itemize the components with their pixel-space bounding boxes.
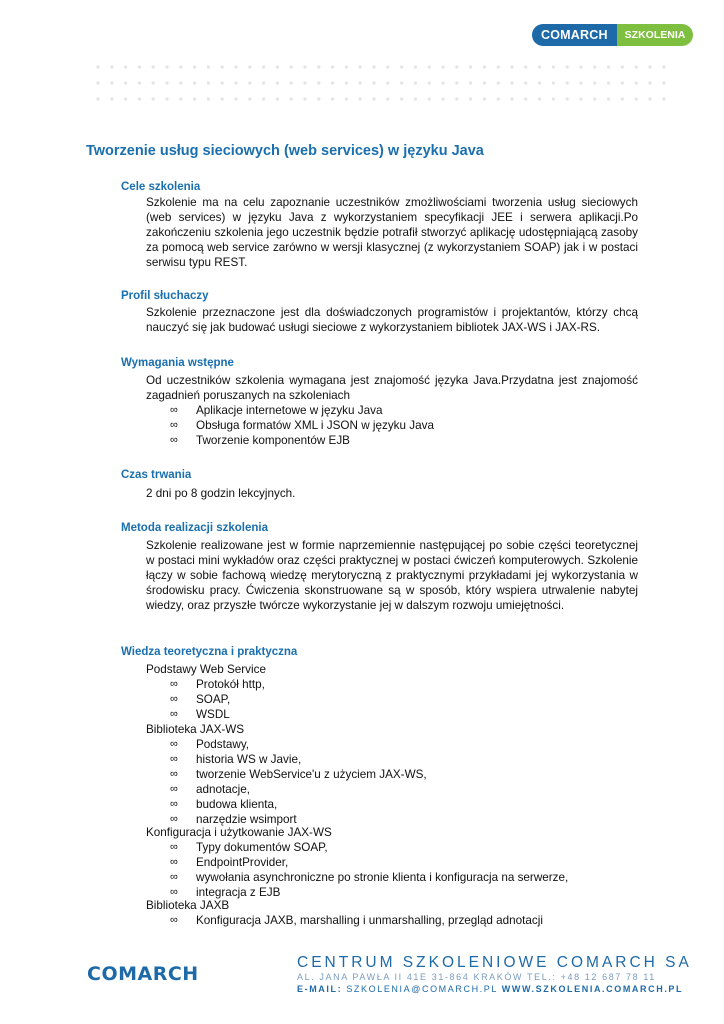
decorative-dot bbox=[234, 81, 237, 84]
decorative-dot bbox=[124, 81, 127, 84]
decorative-dot bbox=[207, 81, 210, 84]
text-cele: Szkolenie ma na celu zapoznanie uczestników zmożliwościami tworzenia usług sieciowych (web services) w języku Java z wykorzystaniem specyfikacji JEE i serwera aplikacji.Po zakończeniu szkolenia jego uczestnik będzie potrafił stworzyć aplikację udostępniającą zasoby za pomocą web service zarówno w wersji klasycznej (z wykorzystaniem SOAP) jak i w postaci serwisu typu REST. bbox=[146, 196, 638, 270]
list-item: ∞ integracja z EJB bbox=[170, 886, 281, 899]
decorative-dot bbox=[152, 65, 155, 68]
decorative-dot bbox=[441, 81, 444, 84]
decorative-dot-grid bbox=[96, 64, 676, 104]
list-item: ∞ EndpointProvider, bbox=[170, 856, 289, 869]
decorative-dot bbox=[179, 81, 182, 84]
list-item: ∞ WSDL bbox=[170, 708, 230, 721]
text-wymagania: Od uczestników szkolenia wymagana jest znajomość języka Java.Przydatna jest znajomość zagadnień poruszanych na szkoleniach bbox=[146, 374, 638, 403]
decorative-dot bbox=[552, 65, 555, 68]
list-item: ∞ narzędzie wsimport bbox=[170, 813, 297, 826]
decorative-dot bbox=[593, 65, 596, 68]
decorative-dot bbox=[234, 97, 237, 100]
bullet-icon: ∞ bbox=[170, 434, 178, 446]
decorative-dot bbox=[538, 65, 541, 68]
decorative-dot bbox=[648, 97, 651, 100]
heading-czas: Czas trwania bbox=[121, 469, 192, 481]
bullet-icon: ∞ bbox=[170, 871, 178, 883]
decorative-dot bbox=[234, 65, 237, 68]
decorative-dot bbox=[400, 81, 403, 84]
decorative-dot bbox=[483, 81, 486, 84]
decorative-dot bbox=[248, 81, 251, 84]
bullet-icon: ∞ bbox=[170, 708, 178, 720]
bullet-icon: ∞ bbox=[170, 419, 178, 431]
group-label: Podstawy Web Service bbox=[146, 663, 266, 676]
decorative-dot bbox=[262, 97, 265, 100]
decorative-dot bbox=[372, 65, 375, 68]
decorative-dot bbox=[193, 81, 196, 84]
heading-cele: Cele szkolenia bbox=[121, 181, 201, 193]
decorative-dot bbox=[110, 97, 113, 100]
decorative-dot bbox=[276, 81, 279, 84]
decorative-dot bbox=[372, 81, 375, 84]
logo-sub: SZKOLENIA bbox=[617, 24, 694, 46]
decorative-dot bbox=[386, 97, 389, 100]
list-item: ∞ tworzenie WebService'u z użyciem JAX-WS, bbox=[170, 768, 427, 781]
decorative-dot bbox=[428, 81, 431, 84]
decorative-dot bbox=[455, 65, 458, 68]
decorative-dot bbox=[138, 97, 141, 100]
text-czas: 2 dni po 8 godzin lekcyjnych. bbox=[146, 487, 296, 500]
decorative-dot bbox=[262, 81, 265, 84]
group-label: Konfiguracja i użytkowanie JAX-WS bbox=[146, 826, 332, 839]
list-item: ∞ Podstawy, bbox=[170, 738, 250, 751]
decorative-dot bbox=[276, 97, 279, 100]
footer-address: AL. JANA PAWŁA II 41E 31-864 KRAKÓW TEL.: +48 12 687 78 11 bbox=[297, 972, 656, 982]
decorative-dot bbox=[579, 65, 582, 68]
decorative-dot bbox=[221, 65, 224, 68]
decorative-dot bbox=[331, 81, 334, 84]
list-item: ∞ Typy dokumentów SOAP, bbox=[170, 841, 328, 854]
footer-email-label: E-MAIL: bbox=[297, 984, 343, 994]
decorative-dot bbox=[96, 97, 99, 100]
decorative-dot bbox=[635, 65, 638, 68]
decorative-dot bbox=[483, 65, 486, 68]
decorative-dot bbox=[290, 97, 293, 100]
decorative-dot bbox=[165, 65, 168, 68]
text-profil: Szkolenie przeznaczone jest dla doświadczonych programistów i projektantów, którzy chcą nauczyć się jak budować usługi sieciowe z wykorzystaniem bibliotek JAX-WS i JAX-RS. bbox=[146, 306, 638, 335]
decorative-dot bbox=[359, 65, 362, 68]
bullet-icon: ∞ bbox=[170, 678, 178, 690]
decorative-dot bbox=[497, 97, 500, 100]
decorative-dot bbox=[414, 81, 417, 84]
footer-company-name: CENTRUM SZKOLENIOWE COMARCH SA bbox=[297, 954, 692, 971]
bullet-icon: ∞ bbox=[170, 813, 178, 825]
decorative-dot bbox=[276, 65, 279, 68]
footer-comarch-logo: COMARCH bbox=[87, 963, 199, 985]
bullet-icon: ∞ bbox=[170, 783, 178, 795]
decorative-dot bbox=[165, 97, 168, 100]
decorative-dot bbox=[138, 81, 141, 84]
bullet-icon: ∞ bbox=[170, 914, 178, 926]
decorative-dot bbox=[193, 65, 196, 68]
decorative-dot bbox=[372, 97, 375, 100]
decorative-dot bbox=[607, 97, 610, 100]
decorative-dot bbox=[400, 97, 403, 100]
decorative-dot bbox=[524, 97, 527, 100]
decorative-dot bbox=[455, 97, 458, 100]
bullet-icon: ∞ bbox=[170, 768, 178, 780]
decorative-dot bbox=[621, 65, 624, 68]
decorative-dot bbox=[317, 97, 320, 100]
decorative-dot bbox=[96, 81, 99, 84]
bullet-icon: ∞ bbox=[170, 738, 178, 750]
decorative-dot bbox=[455, 81, 458, 84]
decorative-dot bbox=[510, 81, 513, 84]
decorative-dot bbox=[441, 97, 444, 100]
decorative-dot bbox=[290, 81, 293, 84]
decorative-dot bbox=[662, 81, 665, 84]
decorative-dot bbox=[165, 81, 168, 84]
decorative-dot bbox=[566, 81, 569, 84]
decorative-dot bbox=[248, 65, 251, 68]
decorative-dot bbox=[648, 65, 651, 68]
decorative-dot bbox=[510, 65, 513, 68]
list-item: ∞ SOAP, bbox=[170, 693, 231, 706]
decorative-dot bbox=[579, 81, 582, 84]
decorative-dot bbox=[497, 81, 500, 84]
decorative-dot bbox=[648, 81, 651, 84]
decorative-dot bbox=[317, 65, 320, 68]
decorative-dot bbox=[414, 97, 417, 100]
decorative-dot bbox=[414, 65, 417, 68]
decorative-dot bbox=[152, 81, 155, 84]
decorative-dot bbox=[331, 65, 334, 68]
decorative-dot bbox=[262, 65, 265, 68]
decorative-dot bbox=[124, 65, 127, 68]
decorative-dot bbox=[635, 81, 638, 84]
list-item: ∞ wywołania asynchroniczne po stronie klienta i konfiguracja na serwerze, bbox=[170, 871, 569, 884]
decorative-dot bbox=[566, 97, 569, 100]
list-item: ∞ historia WS w Javie, bbox=[170, 753, 302, 766]
list-item: ∞ Protokół http, bbox=[170, 678, 265, 691]
heading-metoda: Metoda realizacji szkolenia bbox=[121, 522, 269, 534]
comarch-szkolenia-logo bbox=[532, 24, 693, 46]
decorative-dot bbox=[317, 81, 320, 84]
decorative-dot bbox=[386, 81, 389, 84]
decorative-dot bbox=[303, 65, 306, 68]
footer-www-link[interactable]: WWW.SZKOLENIA.COMARCH.PL bbox=[501, 984, 684, 994]
decorative-dot bbox=[497, 65, 500, 68]
decorative-dot bbox=[483, 97, 486, 100]
bullet-icon: ∞ bbox=[170, 693, 178, 705]
list-item: ∞ budowa klienta, bbox=[170, 798, 278, 811]
decorative-dot bbox=[469, 81, 472, 84]
heading-wiedza: Wiedza teoretyczna i praktyczna bbox=[121, 646, 298, 658]
decorative-dot bbox=[345, 97, 348, 100]
decorative-dot bbox=[441, 65, 444, 68]
decorative-dot bbox=[538, 81, 541, 84]
decorative-dot bbox=[538, 97, 541, 100]
list-item: ∞ Konfiguracja JAXB, marshalling i unmarshalling, przegląd adnotacji bbox=[170, 914, 543, 927]
logo-main: COMARCH bbox=[532, 24, 617, 46]
decorative-dot bbox=[524, 81, 527, 84]
decorative-dot bbox=[359, 97, 362, 100]
decorative-dot bbox=[359, 81, 362, 84]
decorative-dot bbox=[207, 97, 210, 100]
decorative-dot bbox=[607, 65, 610, 68]
decorative-dot bbox=[579, 97, 582, 100]
decorative-dot bbox=[221, 81, 224, 84]
decorative-dot bbox=[96, 65, 99, 68]
bullet-icon: ∞ bbox=[170, 886, 178, 898]
decorative-dot bbox=[607, 81, 610, 84]
decorative-dot bbox=[386, 65, 389, 68]
decorative-dot bbox=[152, 97, 155, 100]
text-metoda: Szkolenie realizowane jest w formie naprzemiennie następującej po sobie części teoretycznej w postaci mini wykładów oraz części praktycznej w postaci ćwiczeń komputerowych. Szkolenie łączy w sobie fachową wiedzę merytoryczną z praktycznymi przykładami jej wykorzystania w środowisku pracy. Ćwiczenia skonstruowane są w sposób, który wspiera utrwalenie nabytej wiedzy, oraz przyszłe twórcze wykorzystanie jej w dalszym rozwoju umiejętności. bbox=[146, 539, 638, 613]
decorative-dot bbox=[428, 65, 431, 68]
decorative-dot bbox=[303, 81, 306, 84]
decorative-dot bbox=[662, 97, 665, 100]
bullet-icon: ∞ bbox=[170, 856, 178, 868]
decorative-dot bbox=[290, 65, 293, 68]
decorative-dot bbox=[662, 65, 665, 68]
decorative-dot bbox=[510, 97, 513, 100]
decorative-dot bbox=[428, 97, 431, 100]
decorative-dot bbox=[400, 65, 403, 68]
decorative-dot bbox=[593, 81, 596, 84]
bullet-icon: ∞ bbox=[170, 798, 178, 810]
decorative-dot bbox=[138, 65, 141, 68]
decorative-dot bbox=[221, 97, 224, 100]
decorative-dot bbox=[552, 81, 555, 84]
footer-contact bbox=[297, 984, 683, 994]
bullet-icon: ∞ bbox=[170, 753, 178, 765]
decorative-dot bbox=[331, 97, 334, 100]
group-label: Biblioteka JAX-WS bbox=[146, 723, 245, 736]
decorative-dot bbox=[193, 97, 196, 100]
decorative-dot bbox=[248, 97, 251, 100]
list-item: ∞ Obsługa formatów XML i JSON w języku Java bbox=[170, 419, 434, 432]
decorative-dot bbox=[566, 65, 569, 68]
decorative-dot bbox=[621, 97, 624, 100]
decorative-dot bbox=[621, 81, 624, 84]
page-title: Tworzenie usług sieciowych (web services) w języku Java bbox=[86, 143, 484, 159]
decorative-dot bbox=[469, 65, 472, 68]
list-item: ∞ Aplikacje internetowe w języku Java bbox=[170, 404, 383, 417]
decorative-dot bbox=[124, 97, 127, 100]
decorative-dot bbox=[110, 65, 113, 68]
footer-email-link[interactable]: SZKOLENIA@COMARCH.PL bbox=[346, 984, 498, 994]
decorative-dot bbox=[524, 65, 527, 68]
decorative-dot bbox=[110, 81, 113, 84]
decorative-dot bbox=[345, 81, 348, 84]
bullet-icon: ∞ bbox=[170, 404, 178, 416]
list-item: ∞ Tworzenie komponentów EJB bbox=[170, 434, 350, 447]
group-label: Biblioteka JAXB bbox=[146, 899, 230, 912]
decorative-dot bbox=[303, 97, 306, 100]
list-item: ∞ adnotacje, bbox=[170, 783, 250, 796]
decorative-dot bbox=[552, 97, 555, 100]
decorative-dot bbox=[635, 97, 638, 100]
heading-wymagania: Wymagania wstępne bbox=[121, 357, 234, 369]
decorative-dot bbox=[207, 65, 210, 68]
heading-profil: Profil słuchaczy bbox=[121, 290, 209, 302]
bullet-icon: ∞ bbox=[170, 841, 178, 853]
decorative-dot bbox=[345, 65, 348, 68]
decorative-dot bbox=[179, 97, 182, 100]
decorative-dot bbox=[469, 97, 472, 100]
decorative-dot bbox=[179, 65, 182, 68]
decorative-dot bbox=[593, 97, 596, 100]
